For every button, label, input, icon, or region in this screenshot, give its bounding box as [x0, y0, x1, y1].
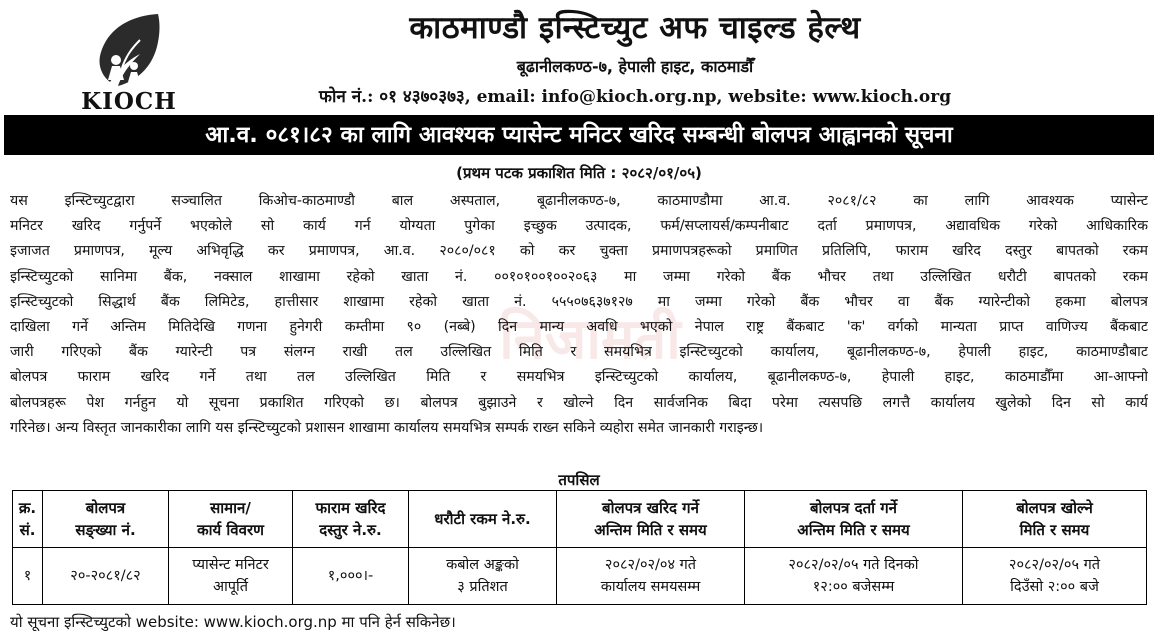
header-form-fee: फाराम खरिद दस्तुर ने.रु.: [293, 491, 409, 548]
body-line: जारी गरिएको बैंक ग्यारेन्टी पत्र संलग्न राखी तल उल्लिखित मिति र समयभित्र इन्स्टिच्युटको कार्यालय, बूढानीलकण्ठ-७, हेपाली हाइट, काठमाण्डौबाट: [10, 344, 1148, 361]
cell-purchase-deadline: २०८२/०२/०४ गते कार्यालय समयसम्म: [557, 548, 745, 605]
organization-contact: फोन नं.: ०१ ४३७०३७३, email: info@kioch.org.np, website: www.kioch.org: [318, 87, 952, 107]
logo-text: KIOCH: [81, 88, 177, 115]
body-line: इजाजत प्रमाणपत्र, मूल्य अभिवृद्धि कर प्रमाणपत्र, आ.व. २०८०/०८१ को कर चुक्ता प्रमाणपत्रहरूको प्रमाणित प्रतिलिपि, फाराम खरिद दस्तुर बापतको रकम: [10, 243, 1148, 260]
header-registration-deadline: बोलपत्र दर्ता गर्ने अन्तिम मिति र समय: [745, 491, 963, 548]
body-line: इन्स्टिच्युटको सानिमा बैंक, नक्साल शाखामा रहेको खाता नं. ००१०१००१००२०६३ मा जम्मा गरेको बैंक भौचर तथा उल्लिखित धरौटी बापतको रकम: [10, 268, 1148, 285]
leaf-family-icon: [88, 10, 170, 90]
body-line: बोलपत्रहरू पेश गर्नहुन यो सूचना प्रकाशित गरिएको छ। बोलपत्र बुझाउने र खोल्ने दिन सार्वजनिक बिदा परेमा त्यसपछि लगत्तै कार्यालय खुलेको दिन सो कार्य: [10, 394, 1148, 411]
notice-title-banner: आ.व. ०८१।८२ का लागि आवश्यक प्यासेन्ट मनिटर खरिद सम्बन्धी बोलपत्र आह्वानको सूचना: [4, 115, 1154, 155]
header-serial: क्र. सं.: [13, 491, 43, 548]
schedule-heading: तपसिल: [558, 471, 600, 489]
cell-opening-date: २०८२/०२/०५ गते दिउँसो २:०० बजे: [963, 548, 1147, 605]
footer-note: यो सूचना इन्स्टिच्युटको website: www.kioch.org.np मा पनि हेर्न सकिनेछ।: [10, 613, 456, 631]
cell-tender-number: २०-२०८१/८२: [43, 548, 169, 605]
organization-address: बूढानीलकण्ठ-७, हेपाली हाइट, काठमाडौँ: [516, 57, 754, 76]
cell-serial: १: [13, 548, 43, 605]
body-line: बोलपत्र फाराम खरिद गर्ने तथा तल उल्लिखित मिति र समयभित्र इन्स्टिच्युटको कार्यालय, बूढानीलकण्ठ-७, हेपाली हाइट, काठमाडौँमा आ-आफ्नो: [10, 369, 1148, 386]
schedule-table: [12, 490, 1147, 605]
header-bid-security: धरौटी रकम ने.रु.: [409, 491, 557, 548]
header-purchase-deadline: बोलपत्र खरिद गर्ने अन्तिम मिति र समय: [557, 491, 745, 548]
body-line: इन्स्टिच्युटको सिद्धार्थ बैंक लिमिटेड, हात्तीसार शाखामा रहेको खाता नं. ५५५०७६३७१२७ मा जम्मा गरेको बैंक भौचर वा बैंक ग्यारेन्टीको हकमा बोलपत्र: [10, 293, 1148, 310]
cell-form-fee: १,०००।-: [293, 548, 409, 605]
kioch-logo: [70, 10, 188, 115]
body-line: गरिनेछ। अन्य विस्तृत जानकारीका लागि यस इन्स्टिच्युटको प्रशासन शाखामा कार्यालय समयभित्र सम्पर्क राख्न सकिने व्यहोरा समेत जानकारी गराइन्छ।: [10, 419, 764, 436]
notice-body: [10, 189, 1148, 441]
header-tender-number: बोलपत्र सङ्ख्या नं.: [43, 491, 169, 548]
body-line: दाखिला गर्ने अन्तिम मितिदेखि गणना हुनेगरी कम्तीमा ९० (नब्बे) दिन मान्य अवधि भएको नेपाल राष्ट्र बैंकबाट 'क' वर्गको मान्यता प्राप्त वाणिज्य बैंकबाट: [10, 318, 1148, 335]
organization-name: काठमाण्डौ इन्स्टिच्युट अफ चाइल्ड हेल्थ: [409, 10, 861, 46]
watermark: निजामती: [499, 307, 681, 372]
first-published-date: (प्रथम पटक प्रकाशित मिति : २०८२/०१/०५): [456, 164, 702, 182]
body-line: यस इन्स्टिच्युटद्वारा सञ्चालित किओच-काठमाण्डौ बाल अस्पताल, बूढानीलकण्ठ-७, काठमाण्डौमा आ.व. २०८१/८२ का लागि आवश्यक प्यासेन्ट: [10, 193, 1148, 209]
header-opening-date: बोलपत्र खोल्ने मिति र समय: [963, 491, 1147, 548]
table-row: [13, 548, 1147, 605]
header-item-description: सामान/ कार्य विवरण: [169, 491, 293, 548]
body-line: मनिटर खरिद गर्नुपर्ने भएकोले सो कार्य गर्न योग्यता पुगेका इच्छुक उत्पादक, फर्म/सप्लायर्स/कम्पनीबाट दर्ता प्रमाणपत्र, अद्यावधिक गरेको आधिकारिक: [10, 218, 1148, 235]
table-header-row: [13, 491, 1147, 548]
cell-bid-security: कबोल अङ्कको ३ प्रतिशत: [409, 548, 557, 605]
cell-item-description: प्यासेन्ट मनिटर आपूर्ति: [169, 548, 293, 605]
cell-registration-deadline: २०८२/०२/०५ गते दिनको १२:०० बजेसम्म: [745, 548, 963, 605]
